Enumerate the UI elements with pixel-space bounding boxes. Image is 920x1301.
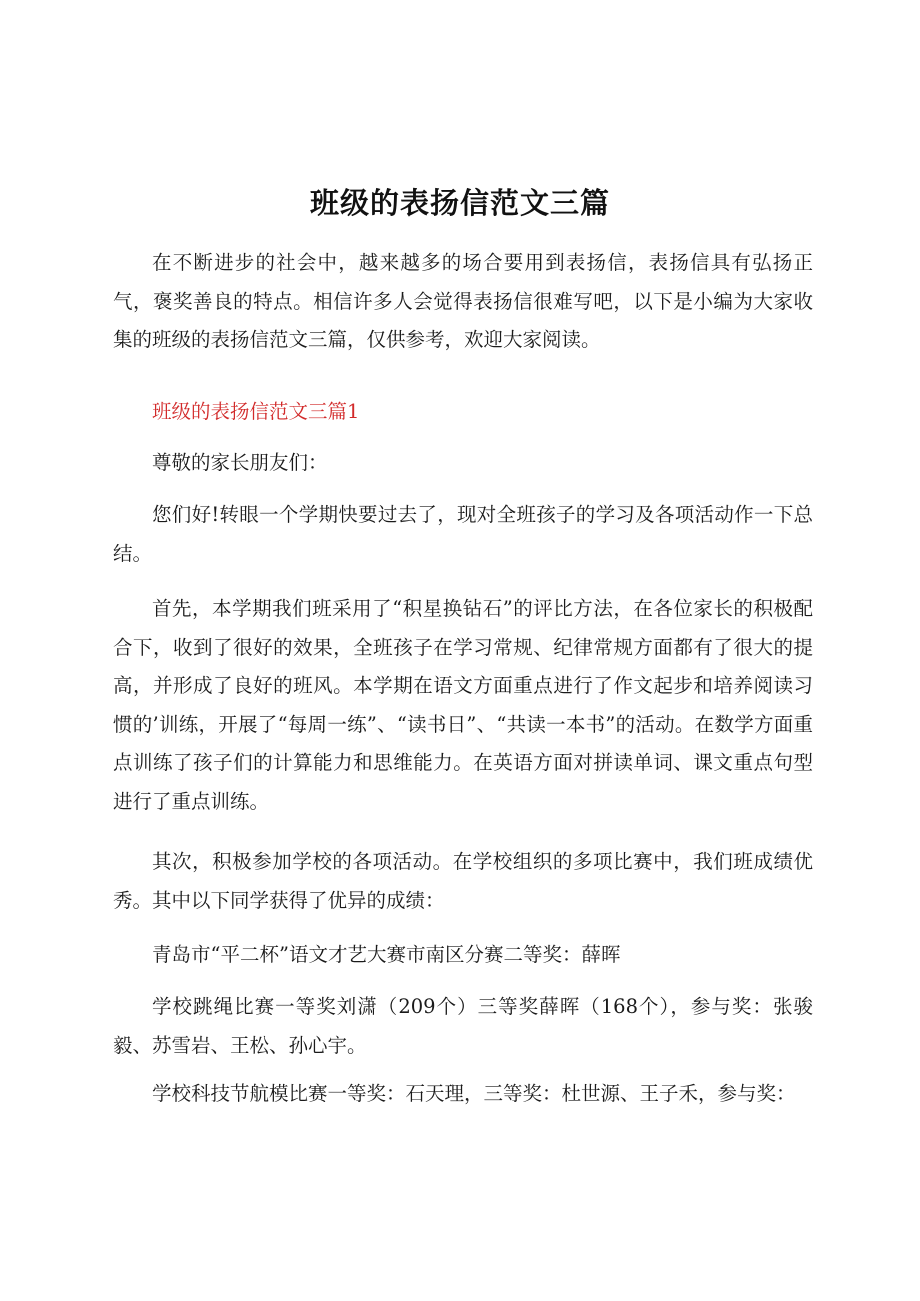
paragraph-1: 您们好!转眼一个学期快要过去了，现对全班孩子的学习及各项活动作一下总结。 xyxy=(113,503,813,565)
section-title: 班级的表扬信范文三篇1 xyxy=(152,400,360,423)
paragraph-5: 学校跳绳比赛一等奖刘潇（209个）三等奖薛晖（168个），参与奖：张骏毅、苏雪岩、王松、孙心宇。 xyxy=(113,995,813,1057)
paragraph-4: 青岛市“平二杯”语文才艺大赛市南区分赛二等奖：薛晖 xyxy=(152,943,621,966)
paragraph-2: 首先，本学期我们班采用了“积星换钻石”的评比方法，在各位家长的积极配合下，收到了很好的效果，全班孩子在学习常规、纪律常规方面都有了很大的提高，并形成了良好的班风。本学期在语文方面重点进行了作文起步和培养阅读习惯的’训练，开展了“每周一练”、“读书日”、“共读一本书”的活动。在数学方面重点训练了孩子们的计算能力和思维能力。在英语方面对拼读单词、课文重点句型进行了重点训练。 xyxy=(113,597,813,813)
salutation: 尊敬的家长朋友们： xyxy=(152,451,328,474)
document-title: 班级的表扬信范文三篇 xyxy=(309,186,610,220)
paragraph-3: 其次，积极参加学校的各项活动。在学校组织的多项比赛中，我们班成绩优秀。其中以下同学获得了优异的成绩： xyxy=(113,850,813,912)
intro-paragraph: 在不断进步的社会中，越来越多的场合要用到表扬信，表扬信具有弘扬正气，褒奖善良的特点。相信许多人会觉得表扬信很难写吧，以下是小编为大家收集的班级的表扬信范文三篇，仅供参考，欢迎大家阅读。 xyxy=(113,251,813,351)
paragraph-6: 学校科技节航模比赛一等奖：石天理，三等奖：杜世源、王子禾，参与奖： xyxy=(152,1082,796,1105)
